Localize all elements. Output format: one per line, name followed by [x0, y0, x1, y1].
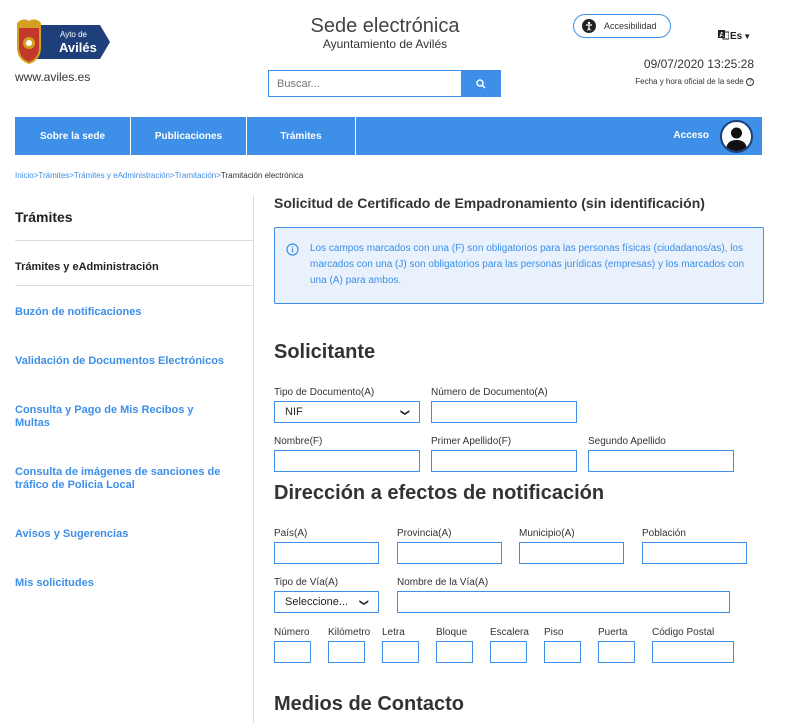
- label-segundo-apellido: Segundo Apellido: [588, 436, 666, 447]
- page-title: Solicitud de Certificado de Empadronamiento (sin identificación): [274, 195, 705, 211]
- info-box: [274, 227, 764, 304]
- nav-sobre-la-sede[interactable]: Sobre la sede: [15, 117, 131, 155]
- select-tipo-via-value: Seleccione...: [285, 596, 348, 608]
- site-title: Sede electrónica: [310, 15, 460, 37]
- header: [0, 0, 790, 117]
- label-nombre: Nombre(F): [274, 436, 323, 447]
- accessibility-icon: [582, 19, 596, 33]
- accessibility-button[interactable]: [573, 14, 671, 38]
- section-solicitante: Solicitante: [274, 341, 376, 363]
- input-codigo-postal[interactable]: [652, 641, 734, 663]
- label-kilometro: Kilómetro: [328, 627, 371, 638]
- info-text: Los campos marcados con una (F) son obligatorios para las personas físicas (ciudadanos/as), los marcados con una (J) son obligatorios para las personas jurídicas (empresas) y los marcados con una (A) para ambos.: [310, 243, 745, 286]
- help-icon[interactable]: ?: [746, 78, 754, 86]
- breadcrumb-current: Tramitación electrónica: [220, 171, 304, 180]
- official-time-label: Fecha y hora oficial de la sede ?: [635, 77, 754, 86]
- input-bloque[interactable]: [436, 641, 473, 663]
- breadcrumb-tramitacion[interactable]: Tramitación: [174, 171, 217, 180]
- chevron-down-icon: ▼: [743, 31, 752, 41]
- language-selector[interactable]: [718, 29, 751, 43]
- field-nombre: [274, 436, 420, 472]
- chevron-down-icon: ❯: [400, 408, 411, 416]
- select-tipo-documento-value: NIF: [285, 406, 303, 418]
- field-tipo-documento: [274, 387, 420, 423]
- language-label: Es: [730, 30, 743, 42]
- label-tipo-via: Tipo de Vía(A): [274, 577, 339, 588]
- breadcrumb: Inicio>Trámites>Trámites y eAdministración>Tramitación>Tramitación electrónica: [15, 171, 304, 180]
- input-nombre-via[interactable]: [397, 591, 730, 613]
- site-url[interactable]: www.aviles.es: [15, 70, 91, 84]
- user-avatar-icon[interactable]: [720, 120, 753, 153]
- search-input[interactable]: [268, 70, 461, 97]
- input-piso[interactable]: [544, 641, 581, 663]
- field-pais: [274, 528, 379, 564]
- info-icon: [286, 243, 299, 256]
- sidebar-title: Trámites: [15, 195, 253, 241]
- sidebar: [15, 195, 254, 723]
- field-letra: [382, 627, 419, 663]
- input-escalera[interactable]: [490, 641, 527, 663]
- accessibility-label: Accesibilidad: [604, 21, 657, 31]
- input-puerta[interactable]: [598, 641, 635, 663]
- input-numero[interactable]: [274, 641, 311, 663]
- logo-text-top: Ayto de: [60, 30, 87, 39]
- sidebar-item-mis-solicitudes[interactable]: Mis solicitudes: [15, 577, 94, 589]
- search-bar: [268, 70, 501, 97]
- label-numero-documento: Número de Documento(A): [431, 387, 548, 398]
- field-escalera: [490, 627, 527, 663]
- field-municipio: [519, 528, 624, 564]
- breadcrumb-inicio[interactable]: Inicio: [15, 171, 34, 180]
- input-numero-documento[interactable]: [431, 401, 577, 423]
- official-datetime: 09/07/2020 13:25:28: [643, 57, 754, 71]
- label-numero: Número: [274, 627, 310, 638]
- sidebar-item-avisos-sugerencias[interactable]: Avisos y Sugerencias: [15, 528, 129, 540]
- field-nombre-via: [397, 577, 730, 613]
- field-puerta: [598, 627, 635, 663]
- field-kilometro: [328, 627, 371, 663]
- sidebar-item-recibos-multas[interactable]: Consulta y Pago de Mis Recibos y Multas: [15, 404, 194, 429]
- input-pais[interactable]: [274, 542, 379, 564]
- aviles-logo[interactable]: [15, 17, 110, 67]
- field-provincia: [397, 528, 502, 564]
- label-puerta: Puerta: [598, 627, 628, 638]
- logo-text-main: Avilés: [59, 40, 97, 55]
- input-primer-apellido[interactable]: [431, 450, 577, 472]
- field-codigo-postal: [652, 627, 734, 663]
- search-button[interactable]: [461, 70, 501, 97]
- input-provincia[interactable]: [397, 542, 502, 564]
- field-poblacion: [642, 528, 747, 564]
- breadcrumb-tramites-eadmin[interactable]: Trámites y eAdministración: [73, 171, 171, 180]
- select-tipo-documento[interactable]: [274, 401, 420, 423]
- label-codigo-postal: Código Postal: [652, 627, 715, 638]
- input-nombre[interactable]: [274, 450, 420, 472]
- label-pais: País(A): [274, 528, 308, 539]
- translate-icon: [718, 29, 729, 43]
- label-municipio: Municipio(A): [519, 528, 575, 539]
- field-piso: [544, 627, 581, 663]
- main-nav: [15, 117, 762, 155]
- main-content: [274, 195, 764, 304]
- section-direccion: Dirección a efectos de notificación: [274, 482, 605, 504]
- select-tipo-via[interactable]: [274, 591, 379, 613]
- search-icon: [476, 79, 486, 89]
- input-municipio[interactable]: [519, 542, 624, 564]
- label-letra: Letra: [382, 627, 405, 638]
- field-segundo-apellido: [588, 436, 734, 472]
- field-tipo-via: [274, 577, 379, 613]
- label-tipo-documento: Tipo de Documento(A): [274, 387, 375, 398]
- field-primer-apellido: [431, 436, 577, 472]
- field-bloque: [436, 627, 473, 663]
- section-medios-contacto: Medios de Contacto: [274, 693, 465, 715]
- label-bloque: Bloque: [436, 627, 468, 638]
- label-escalera: Escalera: [490, 627, 529, 638]
- label-nombre-via: Nombre de la Vía(A): [397, 577, 489, 588]
- input-letra[interactable]: [382, 641, 419, 663]
- site-title-block: [290, 15, 480, 51]
- label-primer-apellido: Primer Apellido(F): [431, 436, 512, 447]
- chevron-down-icon: ❯: [359, 598, 370, 606]
- input-poblacion[interactable]: [642, 542, 747, 564]
- svg-text:A: A: [719, 32, 725, 39]
- sidebar-item-validacion-documentos[interactable]: Validación de Documentos Electrónicos: [15, 355, 225, 367]
- access-link[interactable]: Acceso: [673, 130, 709, 141]
- input-segundo-apellido[interactable]: [588, 450, 734, 472]
- nav-tramites[interactable]: Trámites: [247, 117, 356, 155]
- label-provincia: Provincia(A): [397, 528, 452, 539]
- site-subtitle: Ayuntamiento de Avilés: [322, 37, 448, 51]
- label-piso: Piso: [544, 627, 564, 638]
- sidebar-item-tramites-eadministracion[interactable]: Trámites y eAdministración: [15, 241, 253, 286]
- breadcrumb-tramites[interactable]: Trámites: [38, 171, 70, 180]
- field-numero: [274, 627, 311, 663]
- field-numero-documento: [431, 387, 577, 423]
- sidebar-item-sanciones-trafico[interactable]: Consulta de imágenes de sanciones de tráfico de Policia Local: [15, 466, 221, 491]
- label-poblacion: Población: [642, 528, 686, 539]
- input-kilometro[interactable]: [328, 641, 365, 663]
- nav-publicaciones[interactable]: Publicaciones: [131, 117, 247, 155]
- sidebar-item-buzon-notificaciones[interactable]: Buzón de notificaciones: [15, 306, 142, 318]
